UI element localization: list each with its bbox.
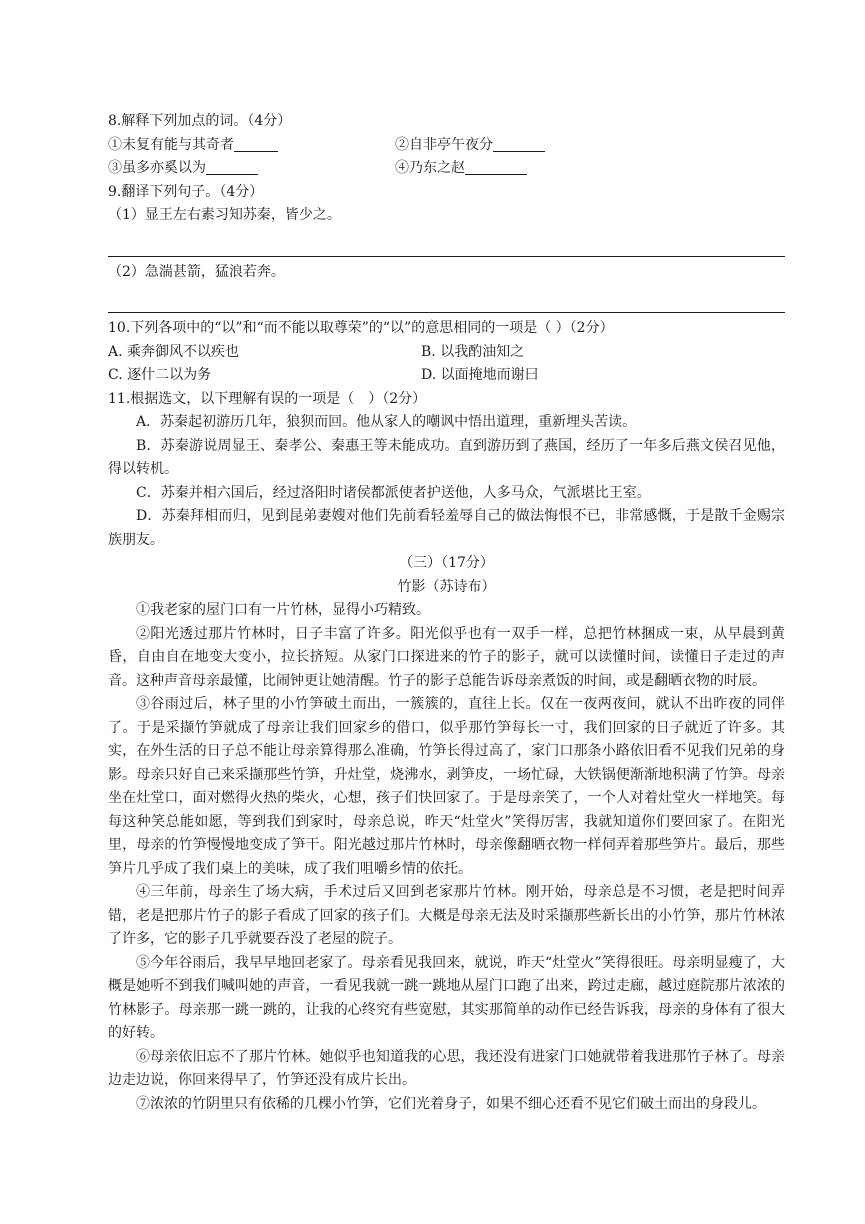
paragraph-6: ⑥母亲依旧忘不了那片竹林。她似乎也知道我的心思，我还没有进家门口她就带着我进那竹子林了。母亲边走边说，你回来得早了，竹笋还没有成片长出。 [108,1048,785,1088]
q10-row-1 [108,341,785,365]
q10-option-a: A. 乘奔御风不以疾也 [108,343,240,360]
q10-option-b: B. 以我酌油知之 [421,343,525,360]
q8-item-4: ④乃东之赵 [395,157,527,181]
section-heading: （三）（17分） [399,555,494,571]
q9-answer-line-1[interactable] [108,228,785,257]
answer-blank[interactable] [493,135,545,152]
paragraph-7: ⑦浓浓的竹阴里只有依稀的几棵小竹笋，它们光着身子，如果不细心还看不见它们破土而出的身段儿。 [136,1095,766,1112]
q8-item-1: ①未复有能与其奇者 [108,134,395,158]
paragraph-5: ⑤今年谷雨后，我早早地回老家了。母亲看见我回来，就说，昨天“灶堂火”笑得很旺。母亲明显瘦了，大概是她听不到我们喊叫她的声音，一看见我就一跳一跳地从屋门口跑了出来，跨过走廊，越过庭院那片浓浓的竹林影子。母亲那一跳一跳的，让我的心终究有些宽慰，其实那简单的动作已经告诉我，母亲的身体有了很大的好转。 [108,954,785,1041]
q10-title: 10.下列各项中的“以”和“而不能以取尊荣”的“以”的意思相同的一项是（ ）（2分） [108,320,614,336]
q9-sentence-1: （1）显王左右素习知苏秦，皆少之。 [108,207,341,223]
q11-option-d: D．苏秦拜相而归，见到昆弟妻嫂对他们先前看轻羞辱自己的做法悔恨不已，非常感慨，于是散千金赐宗族朋友。 [108,508,785,548]
document-page [108,110,785,1116]
answer-blank[interactable] [234,135,278,152]
q10-option-c: C. 逐什二以为务 [108,367,212,383]
q10-row-2 [108,364,785,388]
q8-row-2 [108,157,785,181]
q9-sentence-2: （2）急湍甚箭，猛浪若奔。 [108,263,285,280]
q10-option-d: D. 以面掩地而谢曰 [421,367,539,383]
q8-title: 8.解释下列加点的词。（4分） [108,113,292,129]
answer-blank[interactable] [465,158,527,175]
q9-answer-line-2[interactable] [108,284,785,313]
article-title: 竹影（苏诗布） [397,578,496,595]
paragraph-4: ④三年前，母亲生了场大病，手术过后又回到老家那片竹林。刚开始，母亲总是不习惯，老是把时间弄错，老是把那片竹子的影子看成了回家的孩子们。大概是母亲无法及时采撷那些新长出的小竹笋，那片竹林浓了许多，它的影子几乎就要吞没了老屋的院子。 [108,884,785,947]
q11-option-c: C．苏秦并相六国后，经过洛阳时诸侯都派使者护送他，人多马众，气派堪比王室。 [136,484,651,501]
q8-item-2: ②自非亭午夜分 [395,134,545,158]
paragraph-1: ①我老家的屋门口有一片竹林，显得小巧精致。 [136,602,430,618]
answer-blank[interactable] [206,158,258,175]
paragraph-2: ②阳光透过那片竹林时，日子丰富了许多。阳光似乎也有一双手一样，总把竹林捆成一束，从早晨到黄昏，自由自在地变大变小，拉长挤短。从家门口探进来的竹子的影子，就可以读懂时间，读懂日子走过的声音。这种声音母亲最懂，比闹钟更让她清醒。竹子的影子总能告诉母亲煮饭的时间，或是翻晒衣物的时辰。 [108,625,785,689]
q9-title: 9.翻译下列句子。（4分） [108,183,264,200]
q8-item-3: ③虽多亦奚以为 [108,157,395,181]
q11-option-b: B．苏秦游说周显王、秦孝公、秦惠王等未能成功。直到游历到了燕国，经历了一年多后燕文侯召见他，得以转机。 [108,437,785,477]
q11-title: 11.根据选文，以下理解有误的一项是（ ）（2分） [108,390,427,407]
q8-row-1 [108,134,785,158]
paragraph-3: ③谷雨过后，林子里的小竹笋破土而出，一簇簇的，直往上长。仅在一夜两夜间，就认不出昨夜的同伴了。于是采撷竹笋就成了母亲让我们回家乡的借口，似乎那竹笋每长一寸，我们回家的日子就近了许多。其实，在外生活的日子总不能让母亲算得那么准确，竹笋长得过高了，家门口那条小路依旧看不见我们兄弟的身影。母亲只好自己来采撷那些竹笋，升灶堂，烧沸水，剥笋皮，一场忙碌，大铁锅便渐渐地积满了竹笋。母亲坐在灶堂口，面对燃得火热的柴火，心想，孩子们快回家了。于是母亲笑了，一个人对着灶堂火一样地笑。每每这种笑总能如愿，等到我们到家时，母亲总说，昨天“灶堂火”笑得厉害，我就知道你们要回家了。在阳光里，母亲的竹笋慢慢地变成了笋干。阳光越过那片竹林时，母亲像翻晒衣物一样伺弄着那些笋片。最后，那些笋片几乎成了我们桌上的美味，成了我们咀嚼乡情的依托。 [108,696,785,877]
q11-option-a: A．苏秦起初游历几年，狼狈而回。他从家人的嘲讽中悟出道理，重新埋头苦读。 [136,414,637,430]
